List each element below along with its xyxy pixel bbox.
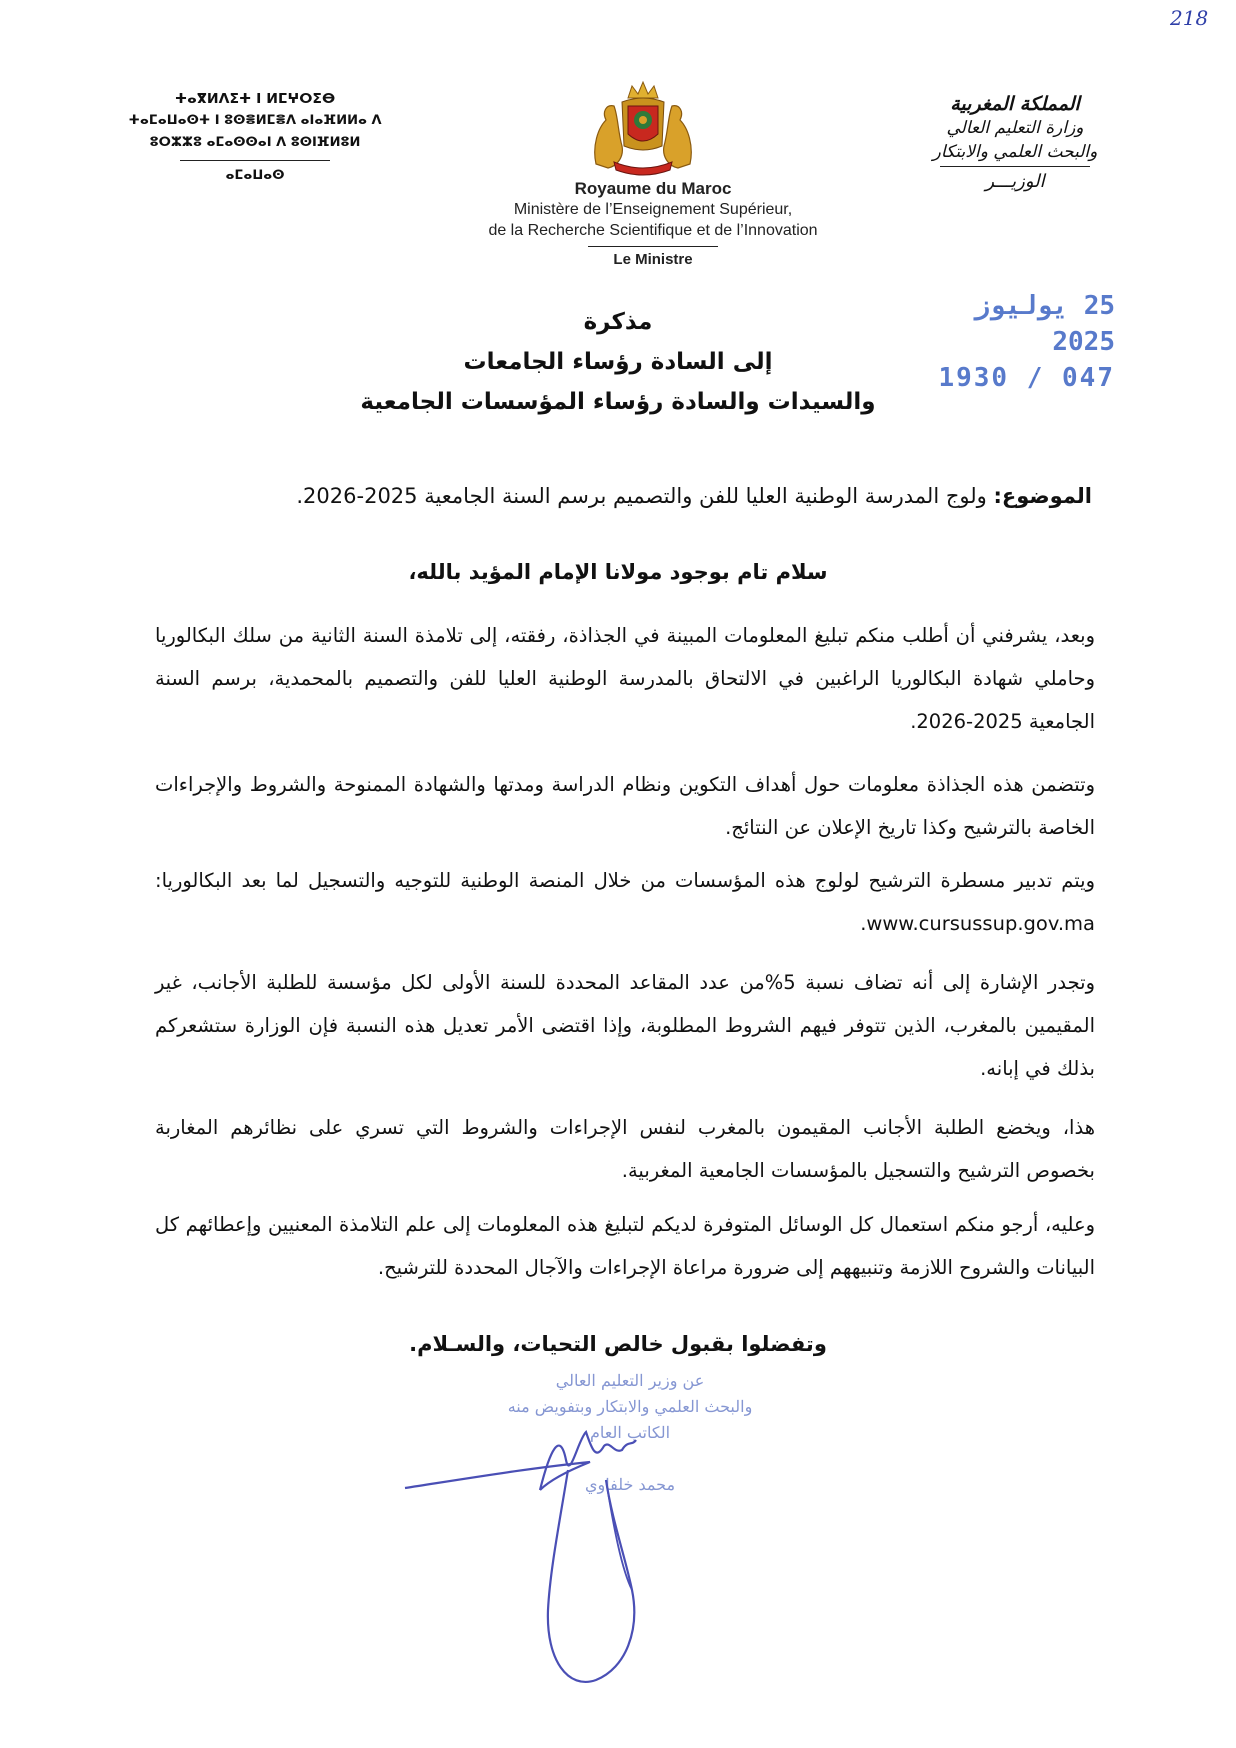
french-minister: Le Ministre	[613, 251, 693, 268]
arabic-ministry-2: والبحث العلمي والابتكار	[932, 142, 1098, 162]
tifinagh-line-1: ⵜⴰⴳⵍⴷⵉⵜ ⵏ ⵍⵎⵖⵔⵉⴱ	[174, 91, 336, 107]
body-paragraph-6: وعليه، أرجو منكم استعمال كل الوسائل المتوفرة لديكم لتبليغ هذه المعلومات إلى علم التلامذة المعنيين وإعطائهم كل البيانات والشروح اللازمة وتنبيههم إلى ضرورة مراعاة الإجراءات والآجال المحددة للترشيح.	[155, 1213, 1095, 1279]
header-french	[400, 178, 906, 270]
closing: وتفضلوا بقبول خالص التحيات، والسـلام.	[409, 1332, 827, 1356]
arabic-kingdom: المملكة المغربية	[950, 93, 1080, 115]
signature-stamp-line-2: والبحث العلمي والابتكار وبتفويض منه	[507, 1397, 753, 1416]
arabic-ministry-1: وزارة التعليم العالي	[946, 118, 1084, 138]
body-paragraph-1: وبعد، يشرفني أن أطلب منكم تبليغ المعلومات المبينة في الجذاذة، رفقته، إلى تلامذة السنة الثانية من سلك البكالوريا وحاملي شهادة البكالوريا الراغبين في الالتحاق بالمدرسة الوطنية العليا للفن والتصميم بالمحمدية، برسم السنة الجامعية 2025-2026.	[155, 624, 1095, 733]
tifinagh-line-2: ⵜⴰⵎⴰⵡⴰⵙⵜ ⵏ ⵓⵙⴻⵍⵎⴻⴷ ⴰⵏⴰⴼⵍⵍⴰ ⴷ	[128, 113, 382, 128]
signature-stamp-line-3: الكاتب العام	[589, 1423, 671, 1442]
tifinagh-minister: ⴰⵎⴰⵡⴰⵙ	[225, 168, 285, 183]
stamp-number: 1930 / 047	[938, 363, 1115, 393]
french-ministry-2: de la Recherche Scientifique et de l’Innovation	[488, 222, 818, 239]
body-paragraph-4: وتجدر الإشارة إلى أنه تضاف نسبة 5%من عدد المقاعد المحددة للسنة الأولى لكل مؤسسة للطلبة الأجانب، غير المقيمين بالمغرب، الذين تتوفر فيهم الشروط المطلوبة، وإذا اقتضى الأمر تعديل هذه النسبة فإن الوزارة ستشعركم بذلك في إبانه.	[155, 971, 1096, 1080]
memo-recipients-2: والسيدات والسادة رؤساء المؤسسات الجامعية	[360, 389, 876, 415]
body-paragraph-3: ويتم تدبير مسطرة الترشيح لولوج هذه المؤسسات من خلال المنصة الوطنية للتوجيه والتسجيل لما بعد البكالوريا: www.cursussup.gov.ma.	[155, 869, 1095, 935]
signature-stamp-line-4: محمد خلفاوي	[584, 1475, 676, 1494]
greeting: سلام تام بوجود مولانا الإمام المؤيد بالله،	[408, 560, 828, 584]
handwritten-signature	[400, 1410, 730, 1710]
body-paragraph-5: هذا، ويخضع الطلبة الأجانب المقيمون بالمغرب لنفس الإجراءات والشروط التي تسري على نظائرهم المغاربة بخصوص الترشيح والتسجيل بالمؤسسات الجامعية المغربية.	[155, 1116, 1095, 1182]
body-paragraph-2: وتتضمن هذه الجذاذة معلومات حول أهداف التكوين ونظام الدراسة ومدتها والشهادة الممنوحة والشروط والإجراءات الخاصة بالترشيح وكذا تاريخ الإعلان عن النتائج.	[155, 773, 1095, 839]
signature-stamp-line-1: عن وزير التعليم العالي	[555, 1371, 705, 1390]
memo-heading	[318, 302, 918, 422]
french-divider	[588, 246, 718, 247]
coat-of-arms-icon	[588, 76, 698, 176]
subject-text: ولوج المدرسة الوطنية العليا للفن والتصميم برسم السنة الجامعية 2025-2026.	[296, 484, 994, 508]
arabic-minister: الوزيـــر	[985, 171, 1045, 192]
subject-line	[150, 484, 1092, 508]
french-ministry-1: Ministère de l’Enseignement Supérieur,	[513, 201, 793, 218]
arabic-divider	[940, 166, 1090, 167]
stamp-date: 25 يوليوز 2025	[974, 291, 1115, 357]
french-kingdom: Royaume du Maroc	[574, 179, 732, 198]
tifinagh-divider	[180, 160, 330, 161]
memo-recipients-1: إلى السادة رؤساء الجامعات	[463, 349, 773, 375]
header-tifinagh	[105, 88, 405, 185]
header-arabic	[885, 92, 1145, 193]
tifinagh-line-3: ⵓⵔⵣⵣⵓ ⴰⵎⴰⵙⵙⴰⵏ ⴷ ⵓⵙⵏⴼⵍⵓⵍ	[149, 135, 361, 150]
date-stamp	[905, 288, 1115, 396]
page-number: 218	[1170, 6, 1209, 30]
memo-title: مذكرة	[583, 309, 653, 335]
subject-label: الموضوع:	[993, 484, 1092, 508]
